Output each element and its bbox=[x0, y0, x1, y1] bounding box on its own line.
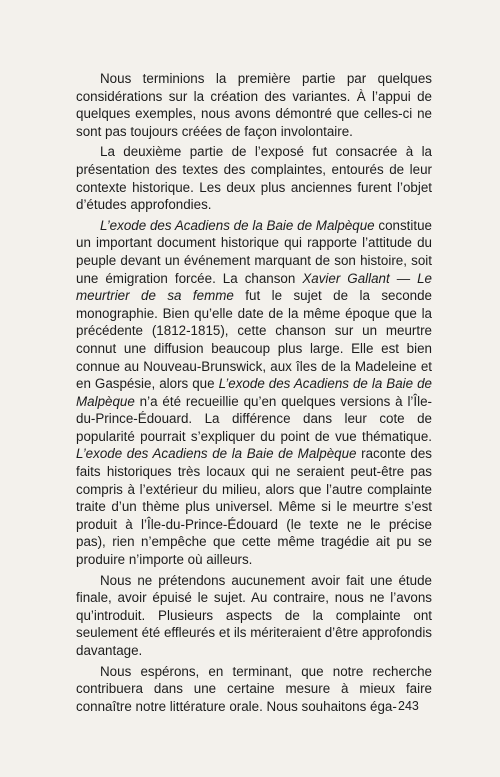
paragraph-3 bbox=[76, 217, 432, 569]
paragraph-2 bbox=[76, 143, 432, 213]
song-title-exode: L’exode des Acadiens de la Baie de Malpèque bbox=[100, 217, 375, 233]
paragraph-3-text-c: n’a été recueillie qu’en quelques versions à l’Île-du-Prince-Édouard. La différence dans leur cote de popularité pourrait s’expliquer du point de vue thématique. bbox=[76, 393, 432, 444]
paragraph-5 bbox=[76, 663, 432, 716]
page-number: 243 bbox=[398, 699, 419, 713]
song-title-xavier-gallant: Xavier Gallant — Le meurtrier de sa femme bbox=[76, 270, 432, 304]
paragraph-1-text: Nous terminions la première partie par quelques considérations sur la création des variantes. À l’appui de quelques exemples, nous avons démontré que celles-ci ne sont pas toujours créées de façon involontaire. bbox=[76, 71, 432, 139]
paragraph-4 bbox=[76, 572, 432, 660]
paragraph-3-text-d: raconte des faits historiques très locaux qui ne seraient peut-être pas compris à l’extérieur du milieu, alors que l’autre complainte traite d’un thème plus universel. Même si le meurtre s’est produit à l’Île-du-Prince-Édouard (le texte ne le précise pas), rien n’empêche que cette même tragédie ait pu se produire n’importe où ailleurs. bbox=[76, 446, 432, 568]
paragraph-5-text: Nous espérons, en terminant, que notre recherche contribuera dans une certaine mesure à mieux faire connaître notre littérature orale. Nous souhaitons éga- bbox=[76, 663, 432, 714]
body-text bbox=[76, 70, 432, 718]
paragraph-4-text: Nous ne prétendons aucunement avoir fait une étude finale, avoir épuisé le sujet. Au contraire, nous ne l’avons qu’introduit. Plusieurs aspects de la complainte ont seulement été effleurés et ils mériteraient d’être approfondis davantage. bbox=[76, 572, 432, 658]
paragraph-3-text-a: constitue un important document historique qui rapporte l’attitude du peuple devant un événement marquant de son histoire, soit une émigration forcée. La chanson bbox=[76, 217, 432, 286]
song-title-exode-2: L’exode des Acadiens de la Baie de Malpèque bbox=[76, 376, 432, 409]
song-title-exode-3: L’exode des Acadiens de la Baie de Malpèque bbox=[76, 446, 357, 462]
paragraph-3-text-b: fut le sujet de la seconde monographie. Bien qu’elle date de la même époque que la précédente (1812-1815), cette chanson sur un meurtre connut une diffusion beaucoup plus large. Elle est bien connue au Nouveau-Brunswick, aux îles de la Madeleine et en Gaspésie, alors que bbox=[76, 288, 432, 392]
paragraph-2-text: La deuxième partie de l’exposé fut consacrée à la présentation des textes des complaintes, entourés de leur contexte historique. Les deux plus anciennes furent l’objet d’études approfondies. bbox=[76, 144, 432, 213]
paragraph-1 bbox=[76, 70, 432, 140]
